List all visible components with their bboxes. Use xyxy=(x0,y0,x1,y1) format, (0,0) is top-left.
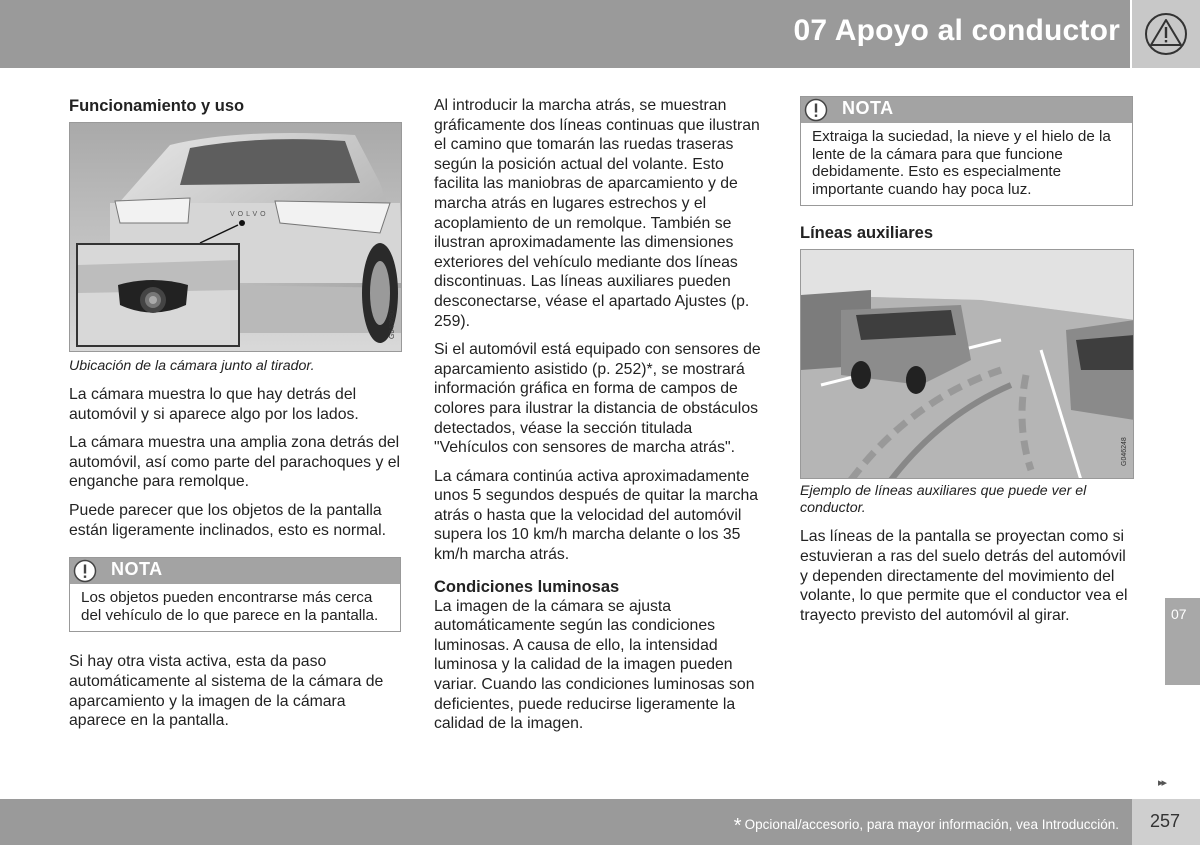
column-1 xyxy=(69,96,401,740)
footer-text: Opcional/accesorio, para mayor información, vea Introducción. xyxy=(744,817,1119,832)
page-number: 257 xyxy=(1150,811,1181,831)
chapter-side-tab xyxy=(1165,598,1200,685)
camera-lens-illustration xyxy=(78,245,238,345)
paragraph: La cámara continúa activa aproximadamente unos 5 segundos después de quitar la marcha atrás o hasta que la velocidad del automóvil supera los 10 km/h marcha delante o los 35 km/h marcha atrás. xyxy=(434,467,759,564)
figure-code: G043690 xyxy=(389,310,396,339)
warning-triangle-icon xyxy=(1144,12,1188,56)
next-page-arrows: ▸▸ xyxy=(1158,777,1166,789)
note-title: NOTA xyxy=(842,98,894,118)
guide-lines-figure xyxy=(800,249,1134,479)
section-heading-operation: Funcionamiento y uso xyxy=(69,97,245,115)
paragraph: Al introducir la marcha atrás, se muestran gráficamente dos líneas continuas que ilustran el camino que tomarán las ruedas traseras según la posición actual del volante. Esto facilita las maniobras de aparcamiento y de marcha atrás en lugares estrechos y el acoplamiento de un remolque. También se ilustran aproximadamente las dimensiones exteriores del vehículo mediante dos líneas discontinuas. Las líneas auxiliares pueden desconectarse, véase el apartado Ajustes (p. 259). xyxy=(434,97,760,330)
paragraph: Las líneas de la pantalla se proyectan como si estuvieran a ras del suelo detrás del automóvil y dependen directamente del movimiento del volante, lo que permite que el conductor vea el trayecto previsto del automóvil al girar. xyxy=(800,528,1128,624)
chapter-icon-box xyxy=(1132,0,1200,68)
note-header xyxy=(70,558,400,584)
chapter-title: 07 Apoyo al conductor xyxy=(793,14,1120,47)
note-text: Los objetos pueden encontrarse más cerca del vehículo de lo que parece en la pantalla. xyxy=(81,589,379,624)
paragraph: La imagen de la cámara se ajusta automáticamente según las condiciones luminosas. A causa de ello, la intensidad luminosa y la calidad de la imagen pueden variar. Cuando las condiciones luminosas son deficientes, puede reducirse ligeramente la calidad de la imagen. xyxy=(434,597,755,733)
figure-code: G046248 xyxy=(1121,437,1128,467)
footer-asterisk: * xyxy=(733,815,742,837)
car-brand-lettering: VOLVO xyxy=(230,211,269,218)
figure-caption: Ejemplo de líneas auxiliares que puede ver el conductor. xyxy=(800,483,1087,517)
section-heading-guide-lines: Líneas auxiliares xyxy=(800,224,933,243)
page-number-box xyxy=(1132,799,1200,845)
camera-location-figure xyxy=(69,122,402,352)
info-icon xyxy=(73,559,97,583)
paragraph: Puede parecer que los objetos de la pantalla están ligeramente inclinados, esto es normal. xyxy=(69,501,386,539)
paragraph: Si el automóvil está equipado con sensores de aparcamiento asistido (p. 252)*, se mostrará información gráfica en forma de campos de colores para ilustrar la distancia de obstáculos detectados, véase la sección titulada "Vehículos con sensores de marcha atrás". xyxy=(434,341,761,457)
info-icon xyxy=(804,98,828,122)
parking-guide-lines-illustration xyxy=(801,250,1134,479)
page-footer xyxy=(0,799,1132,845)
camera-closeup-inset xyxy=(76,243,240,347)
paragraph: La cámara muestra lo que hay detrás del automóvil y si aparece algo por los lados. xyxy=(69,386,359,423)
note-title: NOTA xyxy=(111,559,163,580)
chapter-header xyxy=(0,0,1130,68)
note-text: Extraiga la suciedad, la nieve y el hielo de la lente de la cámara para que funcione debidamente. Esto es especialmente importante cuando hay poca luz. xyxy=(812,128,1111,198)
column-2 xyxy=(434,96,766,743)
chapter-number: 07 xyxy=(1171,606,1187,622)
paragraph: Si hay otra vista activa, esta da paso automáticamente al sistema de la cámara de aparcamiento y la imagen de la cámara aparece en la pantalla. xyxy=(69,653,384,730)
note-box xyxy=(800,96,1133,206)
note-header xyxy=(801,97,1132,123)
paragraph: La cámara muestra una amplia zona detrás del automóvil, así como parte del parachoques y el enganche para remolque. xyxy=(69,434,401,491)
note-box xyxy=(69,557,401,632)
footer-note xyxy=(734,815,1119,838)
section-heading-lighting: Condiciones luminosas xyxy=(434,577,620,596)
figure-caption: Ubicación de la cámara junto al tirador. xyxy=(69,358,315,374)
column-3 xyxy=(800,96,1133,634)
